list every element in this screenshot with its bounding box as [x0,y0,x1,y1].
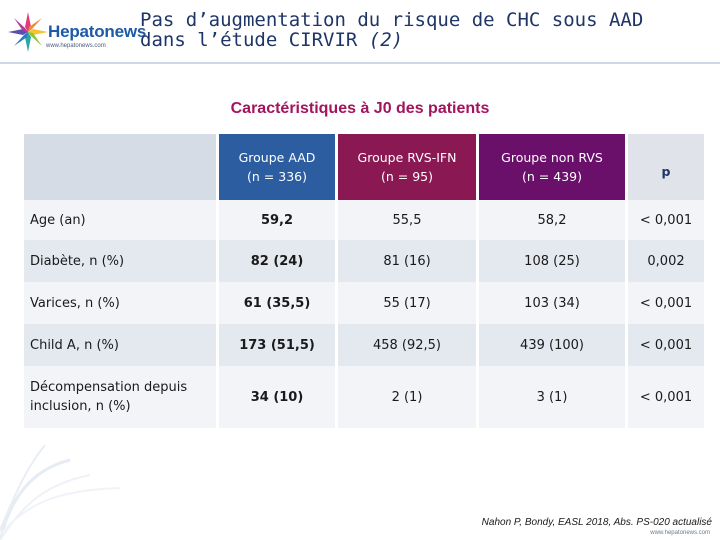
footer-url: www.hepatonews.com [650,530,710,536]
header-groupe-aad [219,134,335,200]
table-cell: 173 (51,5) [219,324,335,366]
table-cell: 81 (16) [338,240,476,282]
header-p-value [628,134,704,200]
header-groupe-aad-n: (n = 336) [247,169,307,184]
header-divider [0,62,720,64]
header-groupe-rvs-ifn-name: Groupe RVS-IFN [357,150,457,165]
table-caption: Caractéristiques à J0 des patients [230,100,490,117]
header-p-label: p [661,163,671,179]
table-row-label: Child A, n (%) [24,324,216,366]
title-line-1: Pas d’augmentation du risque de CHC sous AAD [140,9,644,31]
table-cell-p: < 0,001 [628,366,704,428]
table-cell: 108 (25) [479,240,625,282]
table-cell: 55,5 [338,200,476,240]
title-line-2 [140,30,710,50]
table-cell-p: 0,002 [628,240,704,282]
table-cell-p: < 0,001 [628,324,704,366]
header-groupe-non-rvs [479,134,625,200]
table-cell: 58,2 [479,200,625,240]
source-citation: Nahon P, Bondy, EASL 2018, Abs. PS-020 actualisé [481,517,712,528]
table-cell-p: < 0,001 [628,200,704,240]
table-cell: 2 (1) [338,366,476,428]
table-row-label: Age (an) [24,200,216,240]
header-groupe-non-rvs-name: Groupe non RVS [501,150,603,165]
header-groupe-non-rvs-n: (n = 439) [522,169,582,184]
header-groupe-rvs-ifn [338,134,476,200]
table-cell: 34 (10) [219,366,335,428]
table-cell: 103 (34) [479,282,625,324]
title-line-2-main: dans l’étude CIRVIR [140,29,369,51]
decorative-swirl [0,440,140,540]
logo-url: www.hepatonews.com [46,43,106,49]
table-cell: 439 (100) [479,324,625,366]
header-groupe-aad-name: Groupe AAD [238,150,316,165]
hepatonews-logo[interactable] [6,8,147,56]
table-cell: 61 (35,5) [219,282,335,324]
page-title [140,10,710,50]
table-cell: 3 (1) [479,366,625,428]
title-reference: (2) [368,29,404,51]
table-cell-p: < 0,001 [628,282,704,324]
table-cell: 59,2 [219,200,335,240]
table-cell: 458 (92,5) [338,324,476,366]
table-row-label: Décompensation depuis inclusion, n (%) [24,366,216,428]
logo-name: Hepatonews [48,22,147,41]
table-cell: 82 (24) [219,240,335,282]
table-row-label: Varices, n (%) [24,282,216,324]
header-empty-cell [24,134,216,200]
table-cell: 55 (17) [338,282,476,324]
header-groupe-rvs-ifn-n: (n = 95) [380,169,433,184]
table-row-label: Diabète, n (%) [24,240,216,282]
